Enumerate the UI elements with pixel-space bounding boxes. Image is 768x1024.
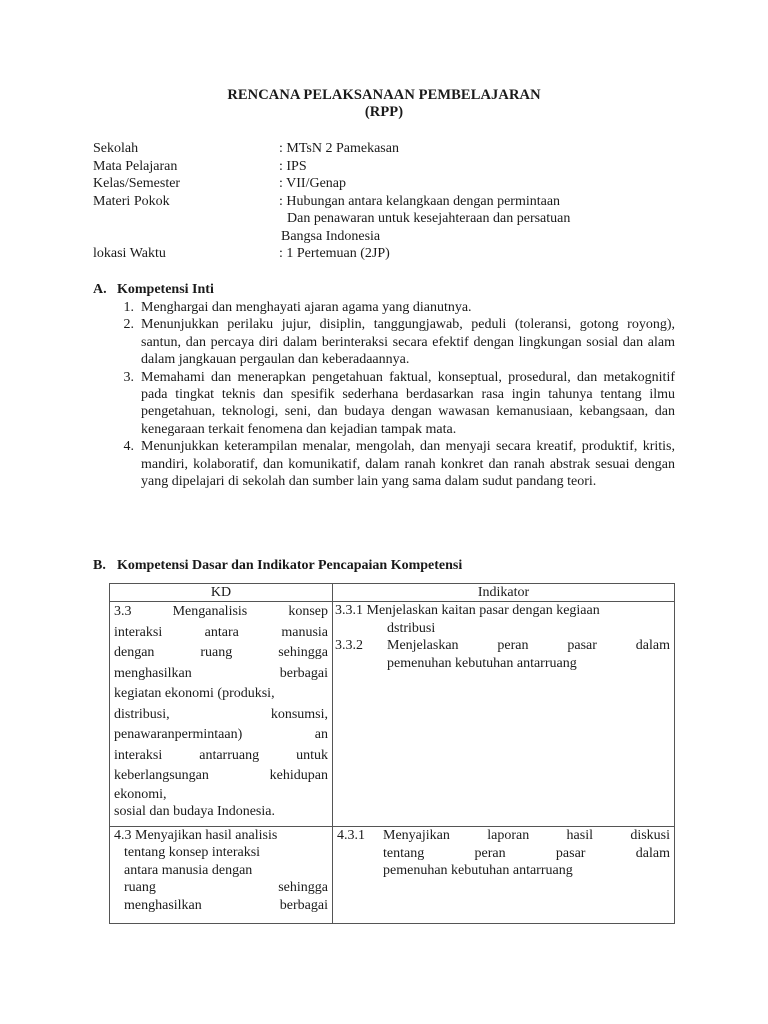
section-letter: B. — [93, 558, 106, 573]
list-number: 1. — [123, 300, 134, 315]
indicator-text: Menjelaskan kaitan pasar dengan kegiaan — [366, 603, 600, 618]
list-item — [93, 369, 675, 439]
kd-line: 4.3 Menyajikan hasil analisis — [114, 828, 278, 843]
section-heading — [93, 557, 675, 575]
identity-value: : MTsN 2 Pamekasan — [279, 141, 399, 156]
identity-value: : VII/Genap — [279, 176, 346, 191]
indicator-text: Menjelaskan peran pasar dalam — [387, 638, 670, 653]
kd-cell — [110, 827, 333, 924]
column-header-kd: KD — [110, 584, 333, 602]
section-kompetensi-inti — [93, 281, 675, 490]
document-title: RENCANA PELAKSANAAN PEMBELAJARAN — [227, 87, 541, 103]
identity-row-mata-pelajaran — [93, 158, 693, 176]
identity-label: Materi Pokok — [93, 193, 170, 209]
list-number: 2. — [123, 317, 134, 333]
kd-line: dengan ruang sehingga — [114, 645, 328, 660]
kd-line: keberlangsungan kehidupan — [114, 768, 328, 783]
kd-line: tentang konsep interaksi — [124, 845, 261, 861]
list-text: Menghargai dan menghayati ajaran agama yang dianutnya. — [141, 300, 472, 315]
indicator-number-empty — [337, 845, 383, 863]
identity-value: : Hubungan antara kelangkaan dengan permintaan — [279, 193, 561, 209]
section-title: Kompetensi Dasar dan Indikator Pencapaian Kompetensi — [117, 558, 463, 573]
indicator-text-continued: pemenuhan kebutuhan antarruang — [383, 863, 573, 878]
identity-label-empty — [93, 228, 279, 246]
kd-line: interaksi antarruang untuk — [114, 747, 328, 763]
identity-value: : IPS — [279, 158, 307, 174]
list-item — [93, 299, 675, 316]
indicator-line — [337, 862, 670, 880]
indikator-cell — [333, 602, 675, 827]
document-subtitle: (RPP) — [364, 104, 404, 120]
table-header-row — [110, 584, 675, 602]
identity-label: lokasi Waktu — [93, 246, 166, 261]
kd-line: antara manusia dengan — [124, 862, 253, 878]
identity-row-alokasi-waktu — [93, 245, 693, 263]
kompetensi-inti-list — [93, 299, 675, 490]
identity-value-continued: Bangsa Indonesia — [281, 228, 381, 244]
table-row — [110, 602, 675, 827]
identity-label-empty — [93, 210, 279, 228]
identity-row-materi-pokok — [93, 193, 693, 211]
identity-label: Sekolah — [93, 141, 139, 156]
list-item — [93, 316, 675, 368]
identity-row-materi-cont1 — [93, 210, 693, 228]
kd-line: 3.3 Menganalisis konsep — [114, 604, 328, 619]
identity-block — [93, 140, 693, 263]
indicator-item — [335, 637, 670, 655]
kd-line: menghasilkan berbagai — [124, 897, 328, 913]
table-row — [110, 827, 675, 924]
kd-line: ekonomi, — [114, 786, 167, 802]
kd-cell — [110, 602, 333, 827]
kd-line: ruang sehingga — [124, 880, 328, 896]
section-kompetensi-dasar — [93, 557, 675, 575]
identity-row-kelas-semester — [93, 175, 693, 193]
indicator-item — [335, 602, 670, 620]
indicator-number: 3.3.2 — [335, 638, 363, 653]
kd-indikator-table — [109, 583, 675, 924]
section-heading — [93, 281, 675, 299]
identity-value-continued: Dan penawaran untuk kesejahteraan dan persatuan — [287, 211, 571, 226]
list-item — [93, 438, 675, 490]
indicator-text-continued: pemenuhan kebutuhan antarruang — [387, 655, 577, 671]
section-letter: A. — [93, 282, 107, 297]
indicator-number: 3.3.1 — [335, 603, 363, 618]
identity-value: : 1 Pertemuan (2JP) — [279, 246, 390, 261]
list-text: Menunjukkan perilaku jujur, disiplin, tanggungjawab, peduli (toleransi, gotong royong), santun, dan percaya diri dalam berinteraksi secara efektif dengan lingkungan sosial dan alam dalam jangkauan pergaulan dan keberadaannya. — [141, 317, 675, 368]
kd-line: kegiatan ekonomi (produksi, — [114, 686, 275, 701]
kd-line: interaksi antara manusia — [114, 624, 328, 640]
indicator-text: Menyajikan laporan hasil diskusi — [383, 828, 670, 843]
indicator-number-empty — [337, 862, 383, 880]
indicator-text-continued: dstribusi — [387, 620, 436, 636]
identity-label: Mata Pelajaran — [93, 158, 178, 174]
list-number: 3. — [123, 369, 134, 385]
list-text: Memahami dan menerapkan pengetahuan faktual, konseptual, prosedural, dan metakognitif pada tingkat teknis dan spesifik sederhana berdasarkan rasa ingin tahunya tentang ilmu pengetahuan, teknologi, seni, dan budaya dengan wawasan kemanusiaan, kebangsaan, dan kenegaraan terkait fenomena dan kejadian tampak mata. — [141, 369, 675, 437]
section-title: Kompetensi Inti — [117, 282, 214, 297]
indicator-text-continued: tentang peran pasar dalam — [383, 845, 670, 861]
indicator-item — [337, 827, 670, 845]
column-header-indikator: Indikator — [333, 584, 675, 602]
identity-row-sekolah — [93, 140, 693, 158]
kd-line: penawaranpermintaan) an — [114, 727, 328, 742]
identity-label: Kelas/Semester — [93, 176, 181, 191]
list-text: Menunjukkan keterampilan menalar, mengolah, dan menyaji secara kreatif, produktif, kritis, mandiri, kolaboratif, dan komunikatif, dalam ranah konkret dan ranah abstrak sesuai dengan yang dipelajari di sekolah dan sumber lain yang sama dalam sudut pandang teori. — [141, 439, 675, 490]
kd-line: menghasilkan berbagai — [114, 665, 328, 681]
kd-line: sosial dan budaya Indonesia. — [114, 803, 275, 819]
indicator-line — [337, 845, 670, 863]
identity-row-materi-cont2 — [93, 228, 693, 246]
indicator-number: 4.3.1 — [337, 828, 365, 843]
list-number: 4. — [123, 439, 134, 455]
kd-line: distribusi, konsumsi, — [114, 706, 328, 722]
indikator-cell — [333, 827, 675, 924]
